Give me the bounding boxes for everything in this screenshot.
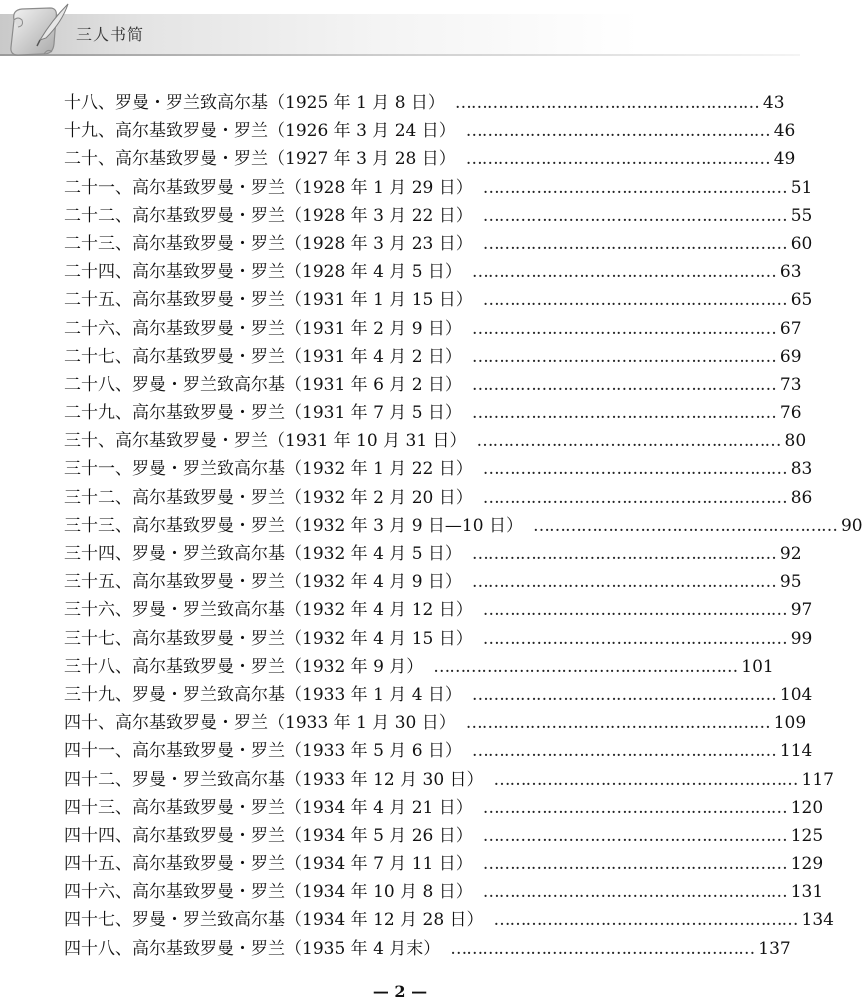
- toc-entry: [64, 905, 834, 933]
- toc-entry: [64, 624, 813, 652]
- toc-entry-page: 55: [790, 205, 813, 226]
- toc-entry-page: 63: [779, 262, 802, 283]
- toc-leader-dots: …………………………………………………: [471, 346, 776, 367]
- toc-leader-dots: …………………………………………………: [471, 544, 776, 564]
- toc-entry-page: 109: [773, 713, 807, 734]
- toc-entry-title: 四十、高尔基致罗曼・罗兰（1933 年 1 月 30 日）: [64, 713, 456, 734]
- toc-entry-page: 134: [801, 910, 834, 931]
- toc-leader-dots: …………………………………………………: [493, 769, 798, 790]
- toc-entry: [64, 567, 802, 595]
- toc-entry-page: 117: [801, 769, 834, 790]
- toc-entry: [64, 285, 813, 313]
- toc-entry-page: 97: [790, 600, 813, 621]
- toc-entry: [64, 201, 813, 229]
- toc-entry-page: 114: [779, 741, 813, 762]
- toc-entry-page: 137: [758, 938, 791, 959]
- toc-leader-dots: …………………………………………………: [482, 459, 787, 480]
- toc-leader-dots: …………………………………………………: [482, 233, 787, 254]
- toc-entry-page: 131: [790, 882, 824, 903]
- toc-leader-dots: …………………………………………………: [482, 882, 787, 903]
- toc-leader-dots: …………………………………………………: [476, 431, 781, 452]
- toc-entry-title: 三十三、高尔基致罗曼・罗兰（1932 年 3 月 9 日—10 日）: [64, 515, 523, 536]
- toc-entry-title: 二十一、高尔基致罗曼・罗兰（1928 年 1 月 29 日）: [64, 177, 473, 198]
- toc-leader-dots: …………………………………………………: [471, 572, 776, 593]
- toc-entry-title: 三十七、高尔基致罗曼・罗兰（1932 年 4 月 15 日）: [64, 628, 473, 649]
- toc-entry-title: 十九、高尔基致罗曼・罗兰（1926 年 3 月 24 日）: [64, 121, 456, 142]
- toc-leader-dots: …………………………………………………: [482, 205, 787, 226]
- toc-entry: [64, 877, 824, 905]
- toc-entry: [64, 708, 807, 736]
- toc-entry: [64, 454, 813, 482]
- toc-entry-page: 49: [773, 149, 796, 170]
- toc-leader-dots: …………………………………………………: [450, 938, 755, 959]
- toc-entry: [64, 398, 802, 426]
- toc-entry-page: 80: [784, 431, 807, 452]
- toc-leader-dots: …………………………………………………: [465, 713, 770, 734]
- toc-entry-page: 60: [790, 233, 813, 254]
- scroll-quill-logo-icon: [4, 0, 70, 62]
- toc-entry-page: 67: [779, 318, 802, 339]
- toc-entry: [64, 652, 774, 680]
- toc-entry-page: 104: [779, 684, 813, 705]
- toc-entry-page: 120: [790, 797, 824, 818]
- toc-leader-dots: …………………………………………………: [482, 854, 787, 875]
- toc-leader-dots: …………………………………………………: [482, 600, 787, 621]
- toc-entry: [64, 88, 785, 116]
- toc-entry: [64, 765, 834, 793]
- book-title: 三人书简: [76, 25, 145, 44]
- toc-entry-page: 99: [790, 628, 813, 649]
- toc-entry-title: 十八、罗曼・罗兰致高尔基（1925 年 1 月 8 日）: [64, 93, 445, 113]
- toc-entry-title: 三十、高尔基致罗曼・罗兰（1931 年 10 月 31 日）: [64, 431, 467, 452]
- toc-entry: [64, 539, 802, 567]
- table-of-contents: [64, 88, 863, 962]
- toc-entry-page: 90: [840, 515, 863, 536]
- toc-entry: [64, 342, 802, 370]
- toc-entry-title: 三十八、高尔基致罗曼・罗兰（1932 年 9 月）: [64, 656, 424, 677]
- toc-entry: [64, 257, 802, 285]
- toc-entry: [64, 934, 791, 962]
- toc-entry-title: 二十三、高尔基致罗曼・罗兰（1928 年 3 月 23 日）: [64, 233, 473, 254]
- toc-leader-dots: …………………………………………………: [471, 741, 776, 762]
- toc-leader-dots: …………………………………………………: [471, 374, 776, 395]
- toc-entry: [64, 793, 824, 821]
- toc-entry: [64, 314, 802, 342]
- toc-entry-title: 四十二、罗曼・罗兰致高尔基（1933 年 12 月 30 日）: [64, 769, 484, 790]
- toc-entry-title: 三十九、罗曼・罗兰致高尔基（1933 年 1 月 4 日）: [64, 684, 462, 705]
- toc-entry-page: 92: [779, 544, 802, 564]
- toc-entry-title: 四十三、高尔基致罗曼・罗兰（1934 年 4 月 21 日）: [64, 797, 473, 818]
- page-header: [0, 0, 800, 68]
- toc-entry-title: 二十、高尔基致罗曼・罗兰（1927 年 3 月 28 日）: [64, 149, 456, 170]
- toc-entry-page: 86: [790, 487, 813, 508]
- toc-leader-dots: …………………………………………………: [532, 515, 837, 536]
- toc-entry-page: 129: [790, 854, 824, 875]
- toc-leader-dots: …………………………………………………: [482, 797, 787, 818]
- toc-entry: [64, 173, 813, 201]
- toc-entry-page: 73: [779, 374, 802, 395]
- toc-entry: [64, 736, 813, 764]
- toc-entry-page: 43: [762, 93, 785, 113]
- toc-leader-dots: …………………………………………………: [471, 684, 776, 705]
- toc-entry: [64, 511, 863, 539]
- toc-entry-page: 83: [790, 459, 813, 480]
- toc-entry-title: 二十八、罗曼・罗兰致高尔基（1931 年 6 月 2 日）: [64, 374, 462, 395]
- toc-entry-title: 三十一、罗曼・罗兰致高尔基（1932 年 1 月 22 日）: [64, 459, 473, 480]
- toc-entry-title: 二十五、高尔基致罗曼・罗兰（1931 年 1 月 15 日）: [64, 290, 473, 311]
- toc-entry-page: 46: [773, 121, 796, 142]
- toc-entry-title: 三十二、高尔基致罗曼・罗兰（1932 年 2 月 20 日）: [64, 487, 473, 508]
- toc-leader-dots: …………………………………………………: [465, 149, 770, 170]
- toc-entry-title: 三十五、高尔基致罗曼・罗兰（1932 年 4 月 9 日）: [64, 572, 462, 593]
- toc-leader-dots: …………………………………………………: [471, 318, 776, 339]
- toc-entry-page: 95: [779, 572, 802, 593]
- toc-leader-dots: …………………………………………………: [454, 93, 759, 113]
- toc-leader-dots: …………………………………………………: [433, 656, 738, 677]
- header-rule: [0, 54, 800, 56]
- page-number: — 2 —: [372, 982, 428, 1001]
- toc-entry: [64, 229, 813, 257]
- toc-entry-title: 四十一、高尔基致罗曼・罗兰（1933 年 5 月 6 日）: [64, 741, 462, 762]
- toc-entry: [64, 426, 807, 454]
- toc-entry: [64, 116, 796, 144]
- toc-entry-title: 四十七、罗曼・罗兰致高尔基（1934 年 12 月 28 日）: [64, 910, 484, 931]
- toc-leader-dots: …………………………………………………: [471, 262, 776, 283]
- toc-leader-dots: …………………………………………………: [471, 403, 776, 424]
- toc-entry-title: 二十四、高尔基致罗曼・罗兰（1928 年 4 月 5 日）: [64, 262, 462, 283]
- toc-leader-dots: …………………………………………………: [482, 825, 787, 846]
- toc-entry: [64, 370, 802, 398]
- toc-leader-dots: …………………………………………………: [482, 487, 787, 508]
- toc-leader-dots: …………………………………………………: [482, 290, 787, 311]
- toc-entry-title: 二十九、高尔基致罗曼・罗兰（1931 年 7 月 5 日）: [64, 403, 462, 424]
- toc-leader-dots: …………………………………………………: [482, 628, 787, 649]
- toc-leader-dots: …………………………………………………: [465, 121, 770, 142]
- toc-entry-title: 二十六、高尔基致罗曼・罗兰（1931 年 2 月 9 日）: [64, 318, 462, 339]
- toc-entry: [64, 144, 796, 172]
- toc-entry-title: 四十四、高尔基致罗曼・罗兰（1934 年 5 月 26 日）: [64, 825, 473, 846]
- toc-entry: [64, 680, 813, 708]
- toc-entry-page: 125: [790, 825, 824, 846]
- toc-leader-dots: …………………………………………………: [482, 177, 787, 198]
- toc-entry-title: 三十四、罗曼・罗兰致高尔基（1932 年 4 月 5 日）: [64, 544, 462, 564]
- toc-entry-title: 二十二、高尔基致罗曼・罗兰（1928 年 3 月 22 日）: [64, 205, 473, 226]
- toc-entry-title: 四十六、高尔基致罗曼・罗兰（1934 年 10 月 8 日）: [64, 882, 473, 903]
- toc-entry-page: 101: [741, 656, 774, 677]
- toc-entry: [64, 849, 824, 877]
- toc-entry: [64, 821, 824, 849]
- toc-entry-page: 65: [790, 290, 813, 311]
- toc-entry: [64, 595, 813, 623]
- toc-entry-title: 四十五、高尔基致罗曼・罗兰（1934 年 7 月 11 日）: [64, 854, 473, 875]
- toc-leader-dots: …………………………………………………: [493, 910, 798, 931]
- toc-entry-title: 四十八、高尔基致罗曼・罗兰（1935 年 4 月末）: [64, 938, 441, 959]
- toc-entry-page: 76: [779, 403, 802, 424]
- toc-entry-page: 69: [779, 346, 802, 367]
- toc-entry-page: 51: [790, 177, 813, 198]
- toc-entry-title: 三十六、罗曼・罗兰致高尔基（1932 年 4 月 12 日）: [64, 600, 473, 621]
- toc-entry: [64, 483, 813, 511]
- toc-entry-title: 二十七、高尔基致罗曼・罗兰（1931 年 4 月 2 日）: [64, 346, 462, 367]
